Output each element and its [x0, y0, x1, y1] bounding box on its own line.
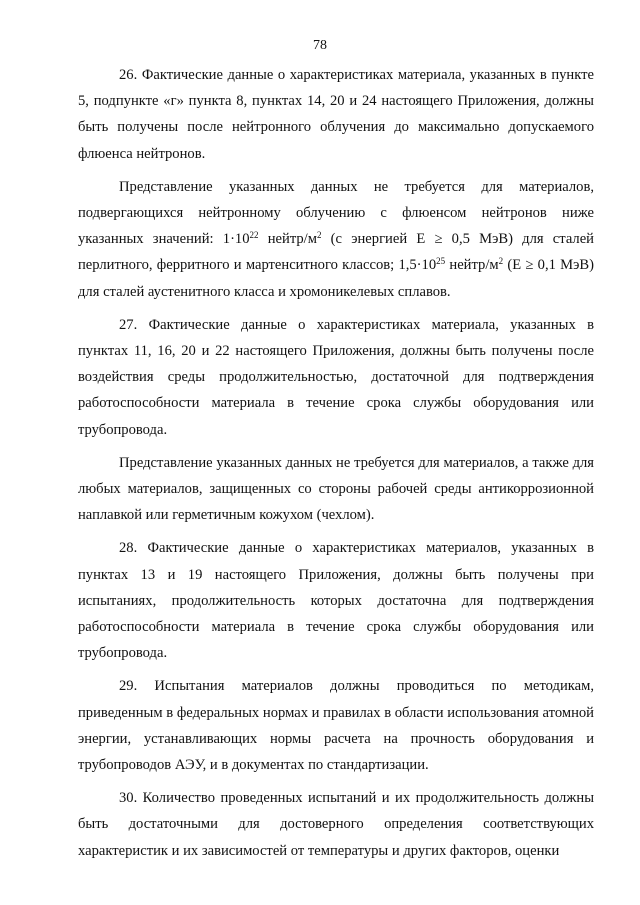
page-number: 78 — [313, 38, 327, 53]
paragraph-text: 26. Фактические данные о характеристиках материала, указанных в пункте 5, подпункте «г» пункта 8, пунктах 14, 20 и 24 настоящего Приложения, должны быть получены после нейтронного облучения до максимально допускаемого флюенса нейтронов. — [78, 67, 594, 162]
paragraph-text: 28. Фактические данные о характеристиках материалов, указанных в пунктах 13 и 19 настоящего Приложения, должны быть получены при испытаниях, продолжительность которых достаточна для подтверждения работоспособности материала в течение срока службы оборудования или трубопровода. — [78, 540, 594, 662]
paragraph-text: нейтр/м — [445, 257, 499, 274]
paragraph — [78, 535, 594, 666]
paragraph-text: Представление указанных данных не требуется для материалов, подвергающихся нейтронному облучению с флюенсом нейтронов ниже указанных значений: 1·10 — [78, 178, 594, 248]
paragraph — [78, 174, 594, 305]
superscript-exponent: 2 — [316, 230, 322, 241]
paragraph-text: нейтр/м — [258, 231, 317, 248]
paragraph — [78, 450, 594, 529]
paragraph — [78, 673, 594, 778]
paragraph-text: Представление указанных данных не требуется для материалов, а также для любых материалов, защищенных со стороны рабочей среды антикоррозионной наплавкой или герметичным кожухом (чехлом). — [78, 454, 594, 524]
paragraph — [78, 62, 594, 167]
paragraph-text: 29. Испытания материалов должны проводиться по методикам, приведенным в федеральных нормах и правилах в области использования атомной энергии, устанавливающих нормы расчета на прочность оборудования и трубопроводов АЭУ, и в документах по стандартизации. — [78, 678, 594, 774]
superscript-exponent: 22 — [249, 230, 259, 241]
superscript-exponent: 2 — [498, 256, 504, 267]
superscript-exponent: 25 — [436, 256, 446, 267]
paragraph-text: (E ≥ 0,1 МэВ) для сталей аустенитного класса и хромоникелевых сплавов. — [78, 257, 594, 300]
document-body — [78, 62, 594, 871]
paragraph — [78, 312, 594, 443]
paragraph-text: (с энергией E ≥ 0,5 МэВ) для сталей перлитного, ферритного и мартенситного классов; 1,5·10 — [78, 231, 594, 274]
paragraph-text: 27. Фактические данные о характеристиках материала, указанных в пунктах 11, 16, 20 и 22 настоящего Приложения, должны быть получены после воздействия среды продолжительностью, достаточной для подтверждения работоспособности материала в течение срока службы оборудования или трубопровода. — [78, 316, 594, 438]
paragraph-text: 30. Количество проведенных испытаний и их продолжительность должны быть достаточными для достоверного определения соответствующих характеристик и их зависимостей от температуры и других факторов, оценки — [78, 790, 594, 859]
paragraph — [78, 785, 594, 864]
